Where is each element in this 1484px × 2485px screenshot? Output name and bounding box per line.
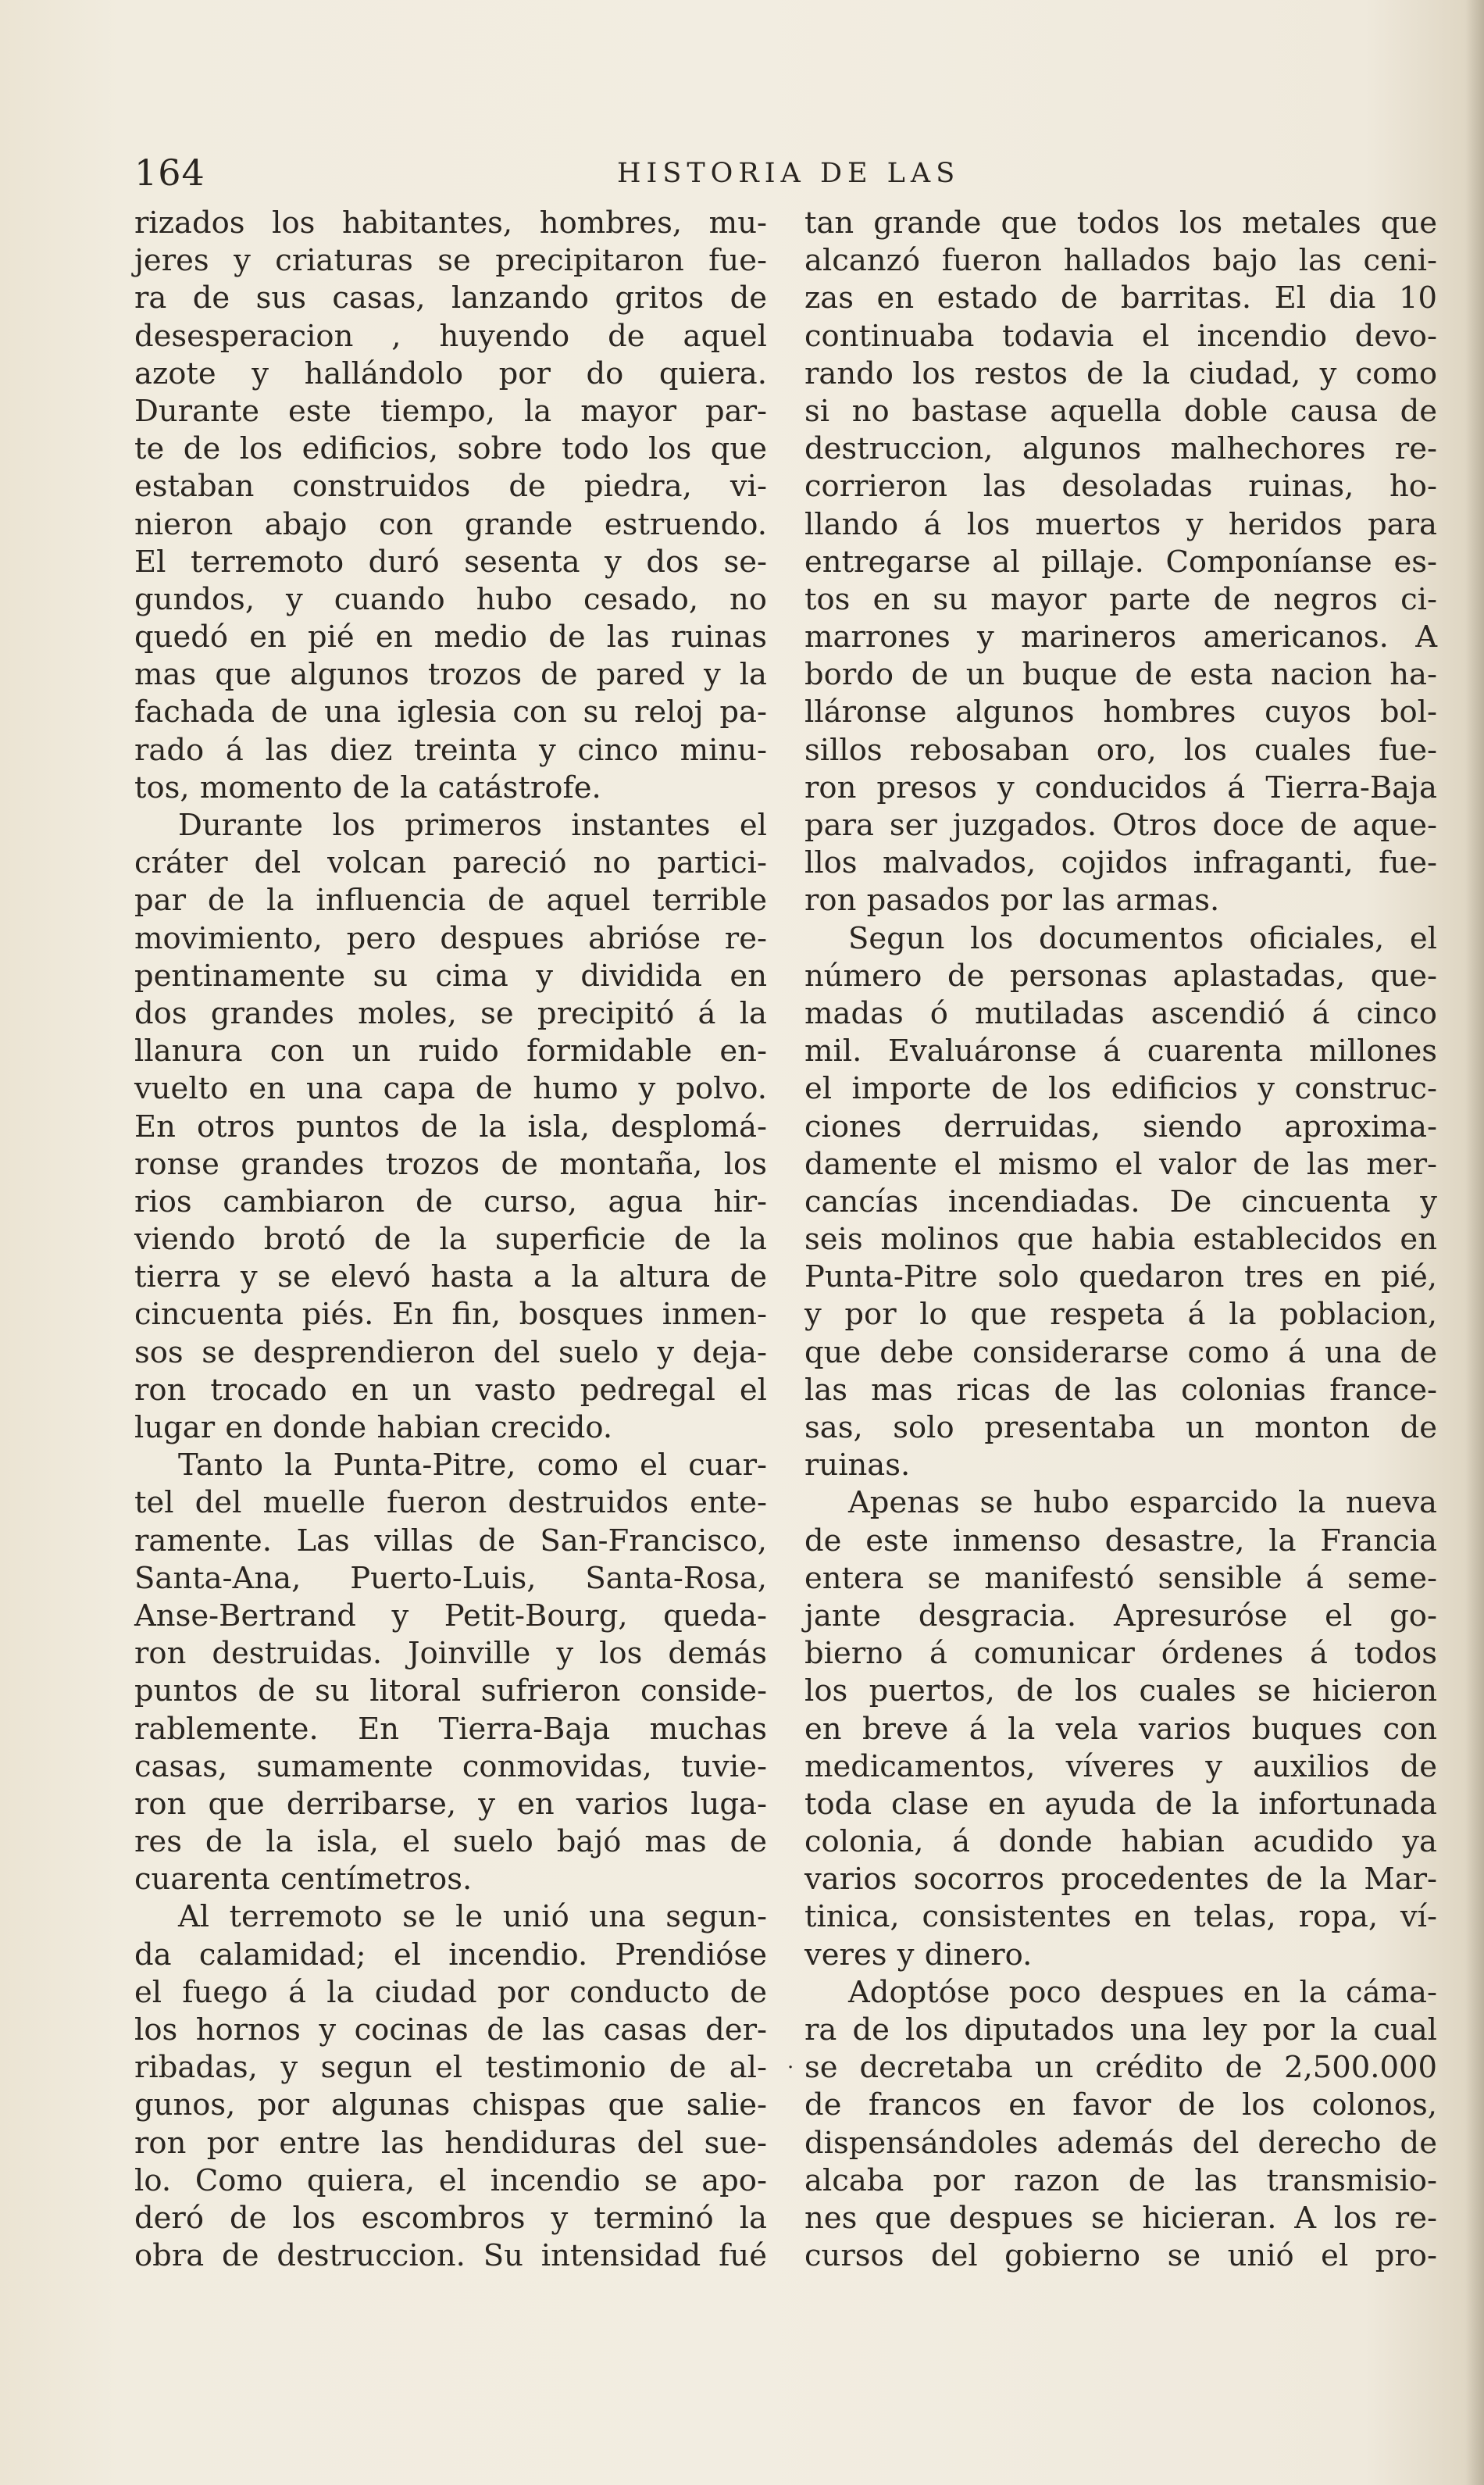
text-line: ciones derruidas, siendo aproxima- [804,1109,1437,1144]
text-line: En otros puntos de la isla, desplomá- [134,1109,767,1144]
text-line: dos grandes moles, se precipitó á la [134,995,767,1031]
text-line: Tanto la Punta-Pitre, como el cuar- [178,1448,767,1484]
text-line: rios cambiaron de curso, agua hir- [134,1184,767,1219]
text-line: número de personas aplastadas, que- [804,958,1437,994]
text-line: ra de los diputados una ley por la cual [804,2012,1437,2048]
text-line: rablemente. En Tierra-Baja muchas [134,1711,767,1747]
text-line: ron que derribarse, y en varios luga- [134,1786,767,1822]
text-line: se decretaba un crédito de 2,500.000 [804,2050,1437,2086]
text-line: deró de los escombros y terminó la [134,2200,767,2236]
text-line: estaban construidos de piedra, vi- [134,469,767,505]
text-line: gundos, y cuando hubo cesado, no [134,581,767,617]
text-line: los puertos, de los cuales se hicieron [804,1673,1437,1709]
text-line: corrieron las desoladas ruinas, ho- [804,469,1437,505]
text-line: tos, momento de la catástrofe. [134,769,601,805]
text-line: sos se desprendieron del suelo y deja- [134,1334,767,1370]
page-number: 164 [134,152,205,194]
text-line: llos malvados, cojidos infraganti, fue- [804,845,1437,881]
text-line: fachada de una iglesia con su reloj pa- [134,694,767,730]
text-line: jeres y criaturas se precipitaron fue- [134,243,767,279]
text-line: el importe de los edificios y construc- [804,1071,1437,1107]
text-line: rizados los habitantes, hombres, mu- [134,205,767,241]
text-line: ron por entre las hendiduras del sue- [134,2125,767,2161]
text-line: seis molinos que habia establecidos en [804,1222,1437,1258]
text-line: cursos del gobierno se unió el pro- [804,2238,1437,2274]
text-line: ra de sus casas, lanzando gritos de [134,280,767,316]
text-line: lláronse algunos hombres cuyos bol- [804,694,1437,730]
text-line: el fuego á la ciudad por conducto de [134,1974,767,2010]
text-line: Adoptóse poco despues en la cáma- [848,1974,1437,2010]
text-line: de este inmenso desastre, la Francia [804,1523,1437,1558]
text-line: entera se manifestó sensible á seme- [804,1560,1437,1596]
text-line: medicamentos, víveres y auxilios de [804,1748,1437,1784]
text-line: lugar en donde habian crecido. [134,1410,613,1445]
text-line: zas en estado de barritas. El dia 10 [804,280,1437,316]
text-line: tel del muelle fueron destruidos ente- [134,1485,767,1521]
page-header [134,152,1423,198]
text-line: ribadas, y segun el testimonio de al- [134,2050,767,2086]
text-line: ronse grandes trozos de montaña, los [134,1146,767,1182]
text-line: lo. Como quiera, el incendio se apo- [134,2162,767,2198]
left-column [134,205,767,2275]
text-line: nes que despues se hicieran. A los re- [804,2200,1437,2236]
text-line: colonia, á donde habian acudido ya [804,1824,1437,1860]
text-line: azote y hallándolo por do quiera. [134,355,767,391]
text-line: que debe considerarse como á una de [804,1334,1437,1370]
text-line: sas, solo presentaba un monton de [804,1410,1437,1445]
text-line: rado á las diez treinta y cinco minu- [134,732,767,768]
text-line: llando á los muertos y heridos para [804,506,1437,542]
text-line: par de la influencia de aquel terrible [134,883,767,919]
text-line: Durante este tiempo, la mayor par- [134,393,767,429]
text-line: res de la isla, el suelo bajó mas de [134,1824,767,1860]
text-line: Anse-Bertrand y Petit-Bourg, queda- [134,1598,767,1633]
text-line: quedó en pié en medio de las ruinas [134,619,767,655]
text-line: ron presos y conducidos á Tierra-Baja [804,769,1437,805]
text-line: bordo de un buque de esta nacion ha- [804,657,1437,693]
text-line: llanura con un ruido formidable en- [134,1034,767,1069]
text-line: las mas ricas de las colonias france- [804,1372,1437,1408]
text-line: ramente. Las villas de San-Francisco, [134,1523,767,1558]
text-line: veres y dinero. [804,1937,1033,1973]
text-line: y por lo que respeta á la poblacion, [804,1297,1437,1333]
text-line: destruccion, algunos malhechores re- [804,431,1437,467]
text-line: Santa-Ana, Puerto-Luis, Santa-Rosa, [134,1560,767,1596]
text-line: bierno á comunicar órdenes á todos [804,1636,1437,1672]
text-line: nieron abajo con grande estruendo. [134,506,767,542]
text-line: Al terremoto se le unió una segun- [178,1899,767,1935]
text-line: continuaba todavia el incendio devo- [804,318,1437,354]
text-line: Segun los documentos oficiales, el [848,920,1437,956]
text-line: alcanzó fueron hallados bajo las ceni- [804,243,1437,279]
text-line: los hornos y cocinas de las casas der- [134,2012,767,2048]
text-line: tinica, consistentes en telas, ropa, ví- [804,1899,1437,1935]
text-line: sillos rebosaban oro, los cuales fue- [804,732,1437,768]
text-line: ron destruidas. Joinville y los demás [134,1636,767,1672]
text-line: madas ó mutiladas ascendió á cinco [804,995,1437,1031]
text-line: cuarenta centímetros. [134,1862,473,1898]
text-line: alcaba por razon de las transmisio- [804,2162,1437,2198]
text-line: pentinamente su cima y dividida en [134,958,767,994]
text-line: casas, sumamente conmovidas, tuvie- [134,1748,767,1784]
text-line: para ser juzgados. Otros doce de aque- [804,808,1437,843]
text-line: desesperacion , huyendo de aquel [134,318,767,354]
text-line: ron pasados por las armas. [804,883,1220,919]
text-line: cancías incendiadas. De cincuenta y [804,1184,1437,1219]
text-line: Apenas se hubo esparcido la nueva [848,1485,1437,1521]
text-line: varios socorros procedentes de la Mar- [804,1862,1437,1898]
running-title: HISTORIA DE LAS [617,158,961,189]
text-line: tos en su mayor parte de negros ci- [804,581,1437,617]
text-line: entregarse al pillaje. Componíanse es- [804,544,1437,580]
text-line: movimiento, pero despues abrióse re- [134,920,767,956]
page-edge-shadow [1465,0,1484,2485]
text-line: viendo brotó de la superficie de la [134,1222,767,1258]
margin-mark: · [787,2056,794,2080]
text-line: si no bastase aquella doble causa de [804,393,1437,429]
text-line: cráter del volcan pareció no partici- [134,845,767,881]
text-line: tierra y se elevó hasta a la altura de [134,1259,767,1295]
text-line: jante desgracia. Apresuróse el go- [804,1598,1437,1633]
text-line: ron trocado en un vasto pedregal el [134,1372,767,1408]
text-line: Durante los primeros instantes el [178,808,767,843]
text-line: cincuenta piés. En fin, bosques inmen- [134,1297,767,1333]
text-line: damente el mismo el valor de las mer- [804,1146,1437,1182]
text-line: mil. Evaluáronse á cuarenta millones [804,1034,1437,1069]
text-line: da calamidad; el incendio. Prendióse [134,1937,767,1973]
right-column [804,205,1437,2275]
text-line: de francos en favor de los colonos, [804,2087,1437,2123]
text-line: gunos, por algunas chispas que salie- [134,2087,767,2123]
text-line: mas que algunos trozos de pared y la [134,657,767,693]
text-line: Punta-Pitre solo quedaron tres en pié, [804,1259,1437,1295]
text-line: marrones y marineros americanos. A [804,619,1437,655]
text-line: El terremoto duró sesenta y dos se- [134,544,767,580]
text-line: dispensándoles además del derecho de [804,2125,1437,2161]
text-line: te de los edificios, sobre todo los que [134,431,767,467]
text-line: puntos de su litoral sufrieron conside- [134,1673,767,1709]
text-line: en breve á la vela varios buques con [804,1711,1437,1747]
text-line: ruinas. [804,1448,911,1484]
text-line: vuelto en una capa de humo y polvo. [134,1071,767,1107]
text-line: rando los restos de la ciudad, y como [804,355,1437,391]
text-line: toda clase en ayuda de la infortunada [804,1786,1437,1822]
text-line: tan grande que todos los metales que [804,205,1437,241]
text-line: obra de destruccion. Su intensidad fué [134,2238,767,2274]
